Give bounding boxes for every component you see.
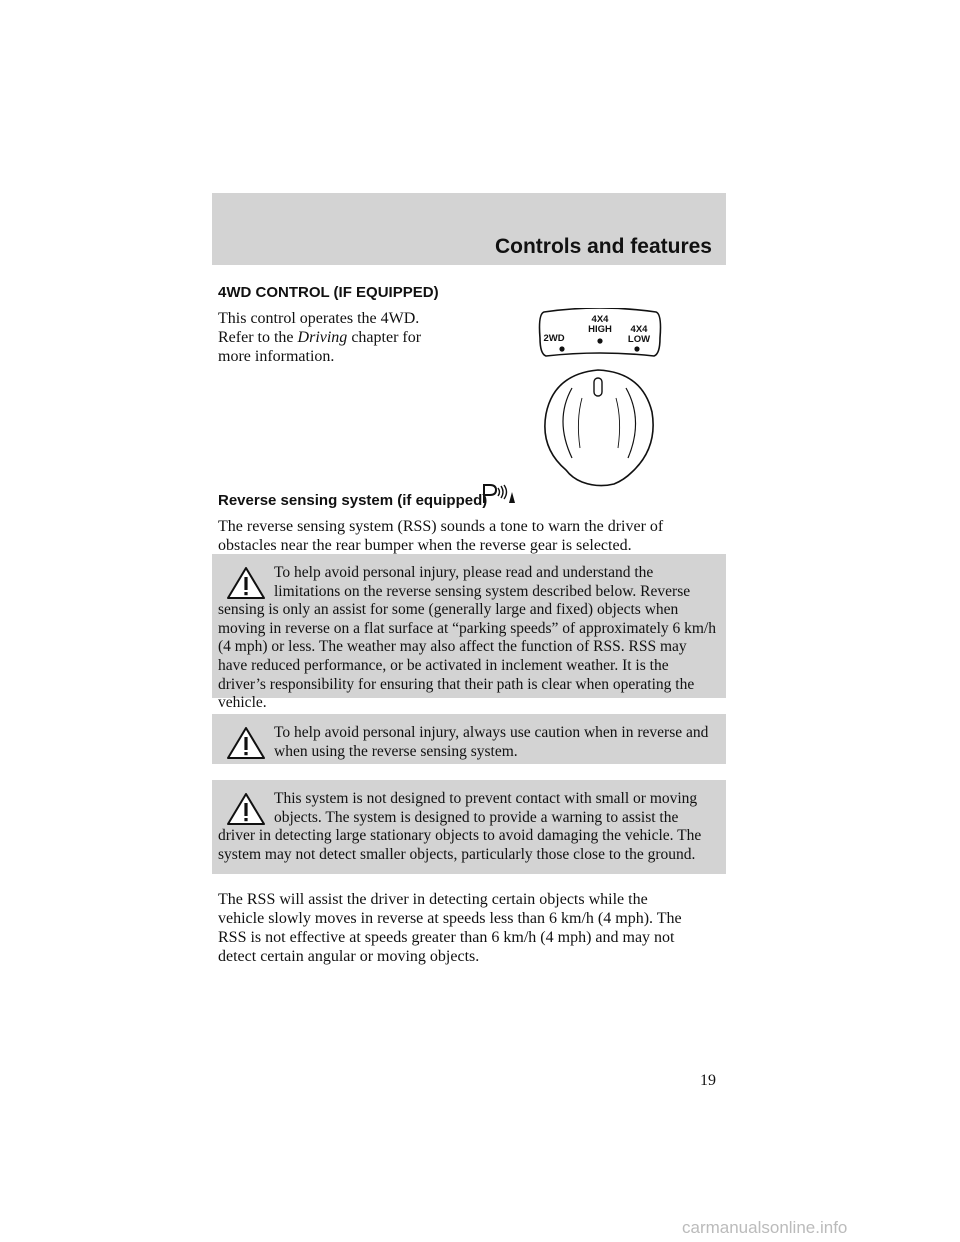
warning-text-2: To help avoid personal injury, always use caution when in reverse and when using the reverse sensing system. — [274, 724, 709, 760]
reverse-sensing-icon — [482, 482, 516, 504]
rss-intro-line-2: obstacles near the rear bumper when the reverse gear is selected. — [218, 537, 632, 554]
closing-line-2: vehicle slowly moves in reverse at speeds less than 6 km/h (4 mph). The — [218, 910, 682, 927]
warning-triangle-icon — [226, 566, 266, 600]
warning-triangle-icon — [226, 792, 266, 826]
dial-position-dot-2wd — [559, 346, 564, 351]
dial-pointer-slot — [594, 378, 602, 396]
text-4wd-line-1: This control operates the 4WD. — [218, 310, 420, 327]
header-band — [212, 193, 726, 265]
heading-4wd-control: 4WD CONTROL (IF EQUIPPED) — [218, 284, 439, 301]
heading-reverse-sensing: Reverse sensing system (if equipped) — [218, 492, 488, 509]
closing-line-1: The RSS will assist the driver in detecting certain objects while the — [218, 891, 648, 908]
dial-label-4x4-high-top: 4X4 — [591, 314, 609, 325]
dial-label-4x4-low-top: 4X4 — [630, 324, 648, 335]
rss-intro-line-1: The reverse sensing system (RSS) sounds a tone to warn the driver of — [218, 518, 664, 535]
dial-position-dot-4x4-low — [634, 346, 639, 351]
driving-chapter-ref: Driving — [297, 329, 348, 346]
text-4wd-line-3: more information. — [218, 348, 335, 365]
4wd-dial-illustration — [536, 308, 664, 488]
section-header-title: Controls and features — [494, 235, 712, 258]
dial-position-dot-4x4-high — [597, 338, 602, 343]
dial-label-4x4-high-bottom: HIGH — [588, 324, 612, 335]
warning-text-1: To help avoid personal injury, please read and understand the limitations on the reverse sensing system described below. Reverse sensing is only an assist for some (generally large and fixed) objects when moving in reverse on a flat surface at “parking speeds” of approximately 6 km/h (4 mph) or less. The weather may also affect the function of RSS. RSS may have reduced performance, or be activated in inclement weather. It is the driver’s responsibility for ensuring that their path is clear when operating the vehicle. — [218, 564, 716, 712]
text-4wd-line-2: Refer to the Driving chapter for — [218, 329, 422, 346]
warning-text-3: This system is not designed to prevent contact with small or moving objects. The system is designed to provide a warning to assist the driver in detecting large stationary objects to avoid damaging the vehicle. The system may not detect smaller objects, particularly those close to the ground. — [218, 790, 702, 863]
watermark: carmanualsonline.info — [682, 1218, 848, 1237]
page-number: 19 — [700, 1072, 716, 1089]
closing-line-3: RSS is not effective at speeds greater than 6 km/h (4 mph) and may not — [218, 929, 675, 946]
warning-box-1 — [212, 554, 726, 712]
dial-label-2wd: 2WD — [543, 333, 565, 344]
warning-box-2 — [212, 714, 726, 764]
dial-label-4x4-low-bottom: LOW — [627, 334, 651, 345]
closing-line-4: detect certain angular or moving objects. — [218, 948, 480, 965]
warning-box-3 — [212, 780, 726, 874]
warning-triangle-icon — [226, 726, 266, 760]
